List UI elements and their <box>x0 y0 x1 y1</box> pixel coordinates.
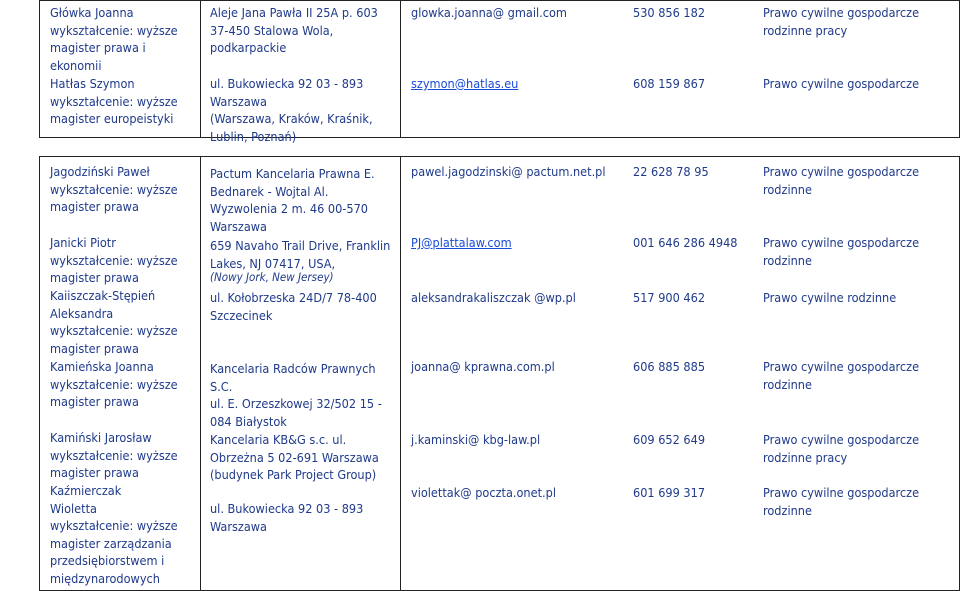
name-cell: Główka Joanna wykształcenie: wyższe magister prawa i ekonomii <box>50 5 178 73</box>
email-cell: j.kaminski@ kbg-law.pl <box>411 432 541 447</box>
phone-cell: 608 159 867 <box>633 76 706 91</box>
name-cell: Kaiiszczak-Stępień Aleksandra wykształcenie: wyższe magister prawa <box>50 288 178 356</box>
specialization-cell: Prawo cywilne rodzinne <box>763 290 897 305</box>
address-note: (Nowy Jork, New Jersey) <box>210 270 334 284</box>
column-divider <box>400 157 401 590</box>
phone-cell: 001 646 286 4948 <box>633 235 738 250</box>
phone-cell: 606 885 885 <box>633 359 706 374</box>
column-divider <box>200 1 201 137</box>
phone-cell: 22 628 78 95 <box>633 164 709 179</box>
directory-table-bottom <box>39 156 960 591</box>
email-link[interactable]: szymon@hatlas.eu <box>411 76 519 91</box>
address-cell: 659 Navaho Trail Drive, Franklin Lakes, NJ 07417, USA, <box>210 238 391 271</box>
column-divider <box>400 1 401 137</box>
email-cell: aleksandrakaliszczak @wp.pl <box>411 290 576 305</box>
phone-cell: 601 699 317 <box>633 485 706 500</box>
address-cell: ul. Kołobrzeska 24D/7 78-400 Szczecinek <box>210 290 377 323</box>
name-cell: Jagodziński Paweł wykształcenie: wyższe magister prawa <box>50 164 178 215</box>
specialization-cell: Prawo cywilne gospodarcze rodzinne pracy <box>763 432 920 465</box>
phone-cell: 609 652 649 <box>633 432 706 447</box>
specialization-cell: Prawo cywilne gospodarcze rodzinne pracy <box>763 5 920 38</box>
specialization-cell: Prawo cywilne gospodarcze rodzinne <box>763 164 920 197</box>
address-cell: ul. Bukowiecka 92 03 - 893 Warszawa <box>210 501 364 534</box>
address-cell: ul. Bukowiecka 92 03 - 893 Warszawa (Warszawa, Kraków, Kraśnik, Lublin, Poznań) <box>210 76 373 144</box>
address-cell: Pactum Kancelaria Prawna E. Bednarek - Wojtal Al. Wyzwolenia 2 m. 46 00-570 Warszawa <box>210 166 375 234</box>
email-cell: glowka.joanna@ gmail.com <box>411 5 567 20</box>
email-cell: pawel.jagodzinski@ pactum.net.pl <box>411 164 606 179</box>
column-divider <box>200 157 201 590</box>
specialization-cell: Prawo cywilne gospodarcze rodzinne <box>763 485 920 518</box>
name-cell: Janicki Piotr wykształcenie: wyższe magister prawa <box>50 235 178 286</box>
address-cell: Aleje Jana Pawła II 25A p. 603 37-450 Stalowa Wola, podkarpackie <box>210 5 378 56</box>
name-cell: Kamiński Jarosław wykształcenie: wyższe magister prawa <box>50 430 178 481</box>
specialization-cell: Prawo cywilne gospodarcze rodzinne <box>763 359 920 392</box>
specialization-cell: Prawo cywilne gospodarcze rodzinne <box>763 235 920 268</box>
name-cell: Kamieńska Joanna wykształcenie: wyższe magister prawa <box>50 359 178 410</box>
phone-cell: 517 900 462 <box>633 290 706 305</box>
email-cell: violettak@ poczta.onet.pl <box>411 485 556 500</box>
address-cell: Kancelaria Radców Prawnych S.C. ul. E. Orzeszkowej 32/502 15 - 084 Białystok <box>210 361 382 429</box>
name-cell: Kaźmierczak Wioletta wykształcenie: wyższe magister zarządzania przedsiębiorstwem i międzynarodowych <box>50 483 178 586</box>
directory-table-top <box>39 0 960 144</box>
address-cell: Kancelaria KB&G s.c. ul. Obrzeżna 5 02-691 Warszawa (budynek Park Project Group) <box>210 432 379 483</box>
phone-cell: 530 856 182 <box>633 5 706 20</box>
name-cell: Hatłas Szymon wykształcenie: wyższe magister europeistyki <box>50 76 178 127</box>
specialization-cell: Prawo cywilne gospodarcze <box>763 76 920 91</box>
email-link[interactable]: PJ@plattalaw.com <box>411 235 512 250</box>
email-cell: joanna@ kprawna.com.pl <box>411 359 555 374</box>
